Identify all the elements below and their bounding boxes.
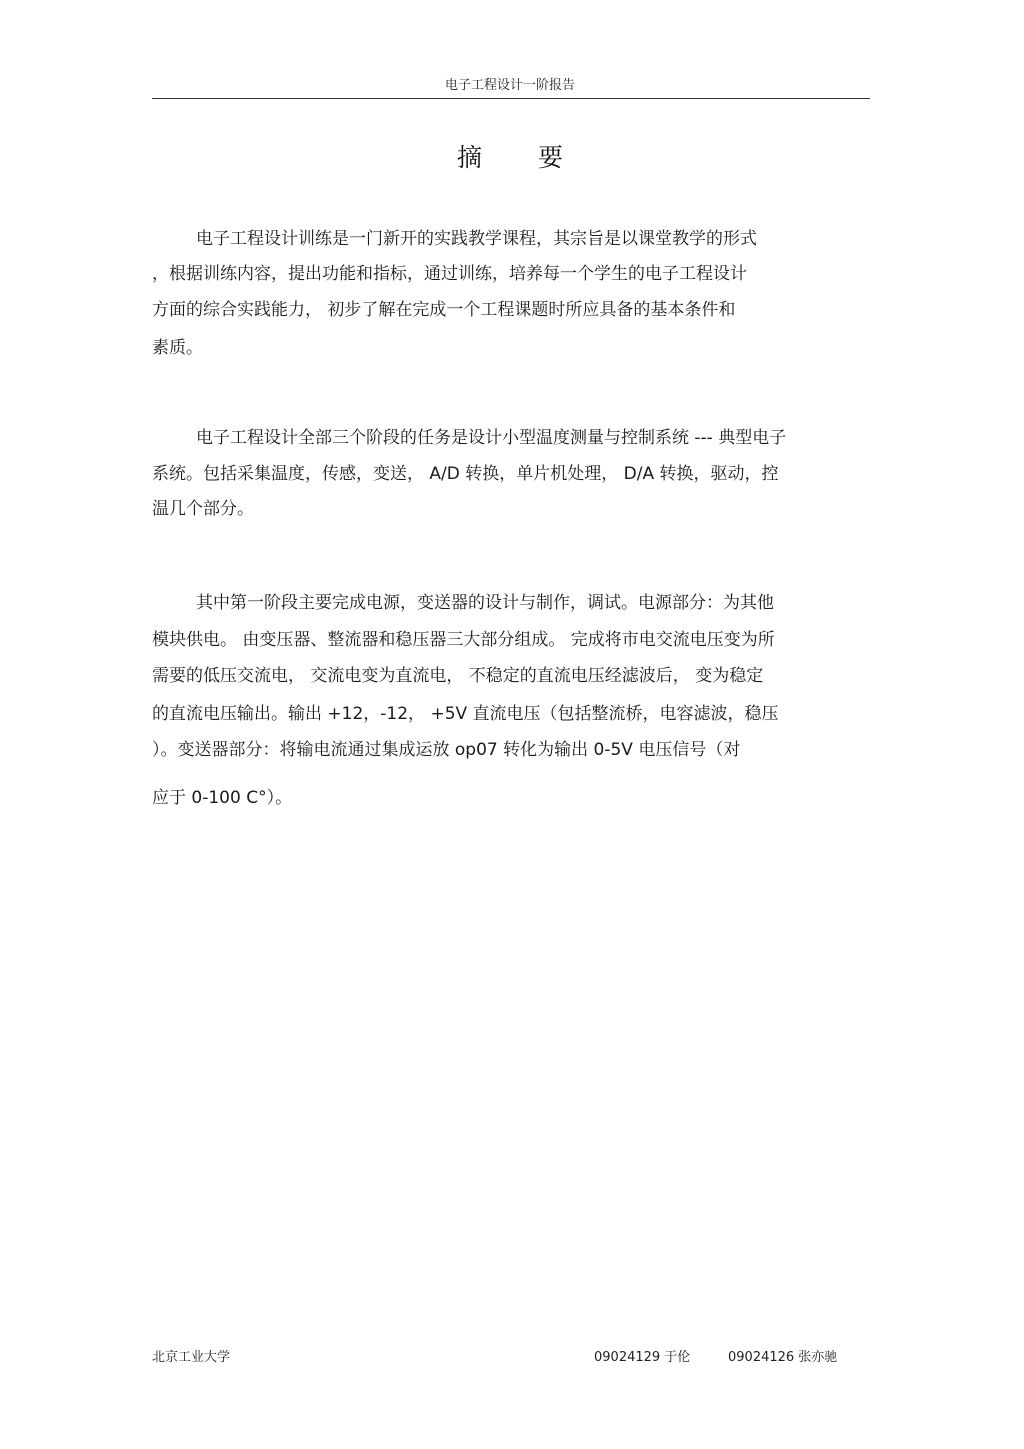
abstract-title: 摘要 bbox=[456, 143, 619, 172]
paragraph-1-line-3: 方面的综合实践能力， 初步了解在完成一个工程课题时所应具备的基本条件和 bbox=[152, 300, 736, 320]
paragraph-3-line-2: 模块供电。 由变压器、整流器和稳压器三大部分组成。 完成将市电交流电压变为所 bbox=[152, 630, 775, 650]
paragraph-2-line-2: 系统。包括采集温度，传感，变送， A/D 转换，单片机处理， D/A 转换，驱动，控 bbox=[152, 464, 779, 484]
footer-author-2: 09024126 张亦驰 bbox=[728, 1350, 838, 1365]
paragraph-1-line-1: 电子工程设计训练是一门新开的实践教学课程，其宗旨是以课堂教学的形式 bbox=[196, 229, 757, 249]
header-divider bbox=[152, 98, 870, 99]
paragraph-3-line-4: 的直流电压输出。输出 +12，-12， +5V 直流电压（包括整流桥，电容滤波，稳压 bbox=[152, 704, 779, 724]
paragraph-3-line-5: ）。变送器部分：将输电流通过集成运放 op07 转化为输出 0-5V 电压信号（对 bbox=[152, 740, 741, 760]
paragraph-3-line-1: 其中第一阶段主要完成电源，变送器的设计与制作，调试。电源部分：为其他 bbox=[196, 593, 774, 613]
paragraph-1-line-2: ，根据训练内容，提出功能和指标，通过训练，培养每一个学生的电子工程设计 bbox=[152, 264, 747, 284]
paragraph-2-line-1: 电子工程设计全部三个阶段的任务是设计小型温度测量与控制系统 --- 典型电子 bbox=[196, 428, 787, 448]
footer-institution: 北京工业大学 bbox=[152, 1350, 231, 1365]
running-title: 电子工程设计一阶报告 bbox=[444, 78, 575, 93]
paragraph-1-line-4: 素质。 bbox=[152, 338, 203, 358]
paragraph-3-line-3: 需要的低压交流电， 交流电变为直流电， 不稳定的直流电压经滤波后， 变为稳定 bbox=[152, 666, 764, 686]
paragraph-2-line-3: 温几个部分。 bbox=[152, 499, 254, 519]
footer-author-1: 09024129 于伦 bbox=[594, 1350, 691, 1365]
paragraph-3-line-6: 应于 0-100 C°）。 bbox=[152, 788, 293, 808]
